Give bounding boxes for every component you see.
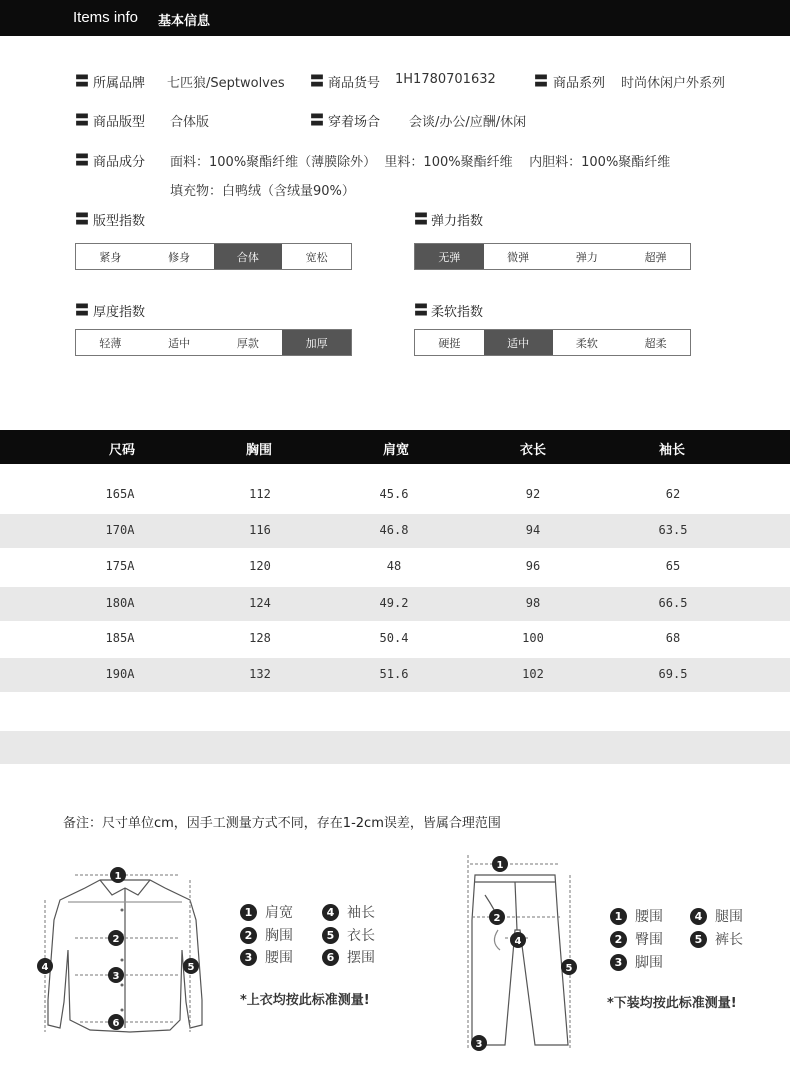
series-value: 时尚休闲户外系列 xyxy=(621,76,726,91)
pants-standard-note: *下装均按此标准测量! xyxy=(607,996,737,1011)
series-label: 商品系列 xyxy=(553,76,606,91)
col-header-size: 尺码 xyxy=(108,443,136,458)
thickness-index-option: 厚款 xyxy=(236,336,259,350)
bullet-icon: 〓 xyxy=(75,303,89,319)
table-cell: 98 xyxy=(525,596,541,610)
composition-line2: 填充物：白鸭绒（含绒量90%） xyxy=(170,184,355,199)
thickness-index-title: 厚度指数 xyxy=(93,305,146,320)
fit-index-option: 紧身 xyxy=(99,250,122,264)
bullet-icon: 〓 xyxy=(310,113,324,129)
fit-index-title: 版型指数 xyxy=(93,214,146,229)
table-cell: 45.6 xyxy=(379,487,409,501)
measurement-note: 备注：尺寸单位cm，因手工测量方式不同，存在1-2cm误差，皆属合理范围 xyxy=(63,816,501,831)
elastic-index-option: 弹力 xyxy=(575,250,598,264)
brand-value: 七匹狼/Septwolves xyxy=(167,76,285,91)
shirt-standard-note: *上衣均按此标准测量! xyxy=(240,993,370,1008)
table-cell: 49.2 xyxy=(379,596,409,610)
shirt-legend-item: 6 摆围 xyxy=(322,947,375,967)
pants-legend-item: 1 腰围 xyxy=(610,906,663,926)
table-cell: 94 xyxy=(525,523,541,537)
softness-index-option: 硬挺 xyxy=(438,336,461,350)
marker-5: 5 xyxy=(187,962,195,973)
table-cell: 50.4 xyxy=(379,631,409,645)
softness-index-option: 超柔 xyxy=(644,336,667,350)
composition-line1: 面料：100%聚酯纤维（薄膜除外） 里料：100%聚酯纤维 内胆料：100%聚酯纤维 xyxy=(170,155,671,170)
col-header-chest: 胸围 xyxy=(245,443,273,458)
table-cell: 46.8 xyxy=(379,523,409,537)
bullet-icon: 〓 xyxy=(75,74,89,90)
table-cell: 185A xyxy=(105,631,135,645)
pants-measure-diagram xyxy=(460,850,590,1055)
fit-index-option: 宽松 xyxy=(305,250,328,264)
marker-6: 6 xyxy=(112,1018,120,1029)
sku-label: 商品货号 xyxy=(328,76,381,91)
table-cell: 116 xyxy=(249,523,271,537)
table-row xyxy=(0,658,790,692)
occasion-value: 会谈/办公/应酬/休闲 xyxy=(409,115,527,130)
shirt-legend-item: 1 肩宽 xyxy=(240,902,293,922)
shirt-legend-item: 5 衣长 xyxy=(322,925,375,945)
softness-index-option: 适中 xyxy=(484,330,553,355)
table-cell: 180A xyxy=(105,596,135,610)
table-cell: 66.5 xyxy=(658,596,688,610)
pants-marker-3: 3 xyxy=(475,1039,483,1050)
pants-marker-1: 1 xyxy=(496,860,504,871)
sku-value: 1H1780701632 xyxy=(395,72,496,87)
elastic-index-option: 无弹 xyxy=(415,244,484,269)
table-cell: 96 xyxy=(525,559,541,573)
thickness-index-option: 适中 xyxy=(168,336,191,350)
softness-index-scale xyxy=(414,329,691,356)
bullet-icon: 〓 xyxy=(75,153,89,169)
header-title-en: Items info xyxy=(73,9,139,26)
pants-marker-2: 2 xyxy=(493,913,501,924)
bullet-icon: 〓 xyxy=(414,212,428,228)
fit-value: 合体版 xyxy=(170,115,210,130)
table-cell: 48 xyxy=(386,559,402,573)
elastic-index-scale xyxy=(414,243,691,270)
pants-legend-item: 3 脚围 xyxy=(610,952,663,972)
brand-label: 所属品牌 xyxy=(93,76,146,91)
bullet-icon: 〓 xyxy=(534,74,548,90)
elastic-index-option: 微弹 xyxy=(507,250,530,264)
table-row xyxy=(0,478,790,512)
marker-1: 1 xyxy=(114,871,122,882)
elastic-index-option: 超弹 xyxy=(644,250,667,264)
table-cell: 68 xyxy=(665,631,681,645)
table-cell: 165A xyxy=(105,487,135,501)
table-cell: 102 xyxy=(522,667,544,681)
bullet-icon: 〓 xyxy=(75,113,89,129)
pants-legend-item: 4 腿围 xyxy=(690,906,743,926)
pants-legend-item: 5 裤长 xyxy=(690,929,743,949)
table-cell: 175A xyxy=(105,559,135,573)
table-cell: 120 xyxy=(249,559,271,573)
table-cell: 65 xyxy=(665,559,681,573)
shirt-measure-diagram xyxy=(30,860,220,1040)
table-cell: 170A xyxy=(105,523,135,537)
marker-2: 2 xyxy=(112,934,120,945)
table-row xyxy=(0,587,790,621)
table-cell: 51.6 xyxy=(379,667,409,681)
section-header xyxy=(0,0,790,36)
elastic-index-title: 弹力指数 xyxy=(431,214,484,229)
table-row xyxy=(0,514,790,548)
softness-index-option: 柔软 xyxy=(575,336,598,350)
marker-4: 4 xyxy=(41,962,49,973)
thickness-index-option: 轻薄 xyxy=(99,336,122,350)
shirt-legend-item: 2 胸围 xyxy=(240,925,293,945)
fit-index-option: 合体 xyxy=(214,244,283,269)
table-cell: 124 xyxy=(249,596,271,610)
shirt-legend-item: 3 腰围 xyxy=(240,947,293,967)
marker-3: 3 xyxy=(112,971,120,982)
table-row-empty xyxy=(0,731,790,764)
thickness-index-option: 加厚 xyxy=(282,330,351,355)
bullet-icon: 〓 xyxy=(75,212,89,228)
pants-marker-5: 5 xyxy=(565,963,573,974)
table-row xyxy=(0,622,790,656)
col-header-sleeve: 袖长 xyxy=(658,443,686,458)
col-header-shoulder: 肩宽 xyxy=(382,443,410,458)
fit-index-option: 修身 xyxy=(168,250,191,264)
table-cell: 112 xyxy=(249,487,271,501)
table-cell: 62 xyxy=(665,487,681,501)
pants-marker-4: 4 xyxy=(514,936,522,947)
table-cell: 100 xyxy=(522,631,544,645)
table-cell: 190A xyxy=(105,667,135,681)
fit-label: 商品版型 xyxy=(93,115,146,130)
softness-index-title: 柔软指数 xyxy=(431,305,484,320)
fit-index-scale xyxy=(75,243,352,270)
table-cell: 128 xyxy=(249,631,271,645)
table-cell: 63.5 xyxy=(658,523,688,537)
thickness-index-scale xyxy=(75,329,352,356)
table-cell: 69.5 xyxy=(658,667,688,681)
table-cell: 92 xyxy=(525,487,541,501)
bullet-icon: 〓 xyxy=(310,74,324,90)
pants-legend-item: 2 臀围 xyxy=(610,929,663,949)
table-cell: 132 xyxy=(249,667,271,681)
header-title-cn: 基本信息 xyxy=(158,14,211,29)
bullet-icon: 〓 xyxy=(414,303,428,319)
composition-label: 商品成分 xyxy=(93,155,146,170)
size-table-header xyxy=(0,430,790,464)
occasion-label: 穿着场合 xyxy=(328,115,381,130)
shirt-legend-item: 4 袖长 xyxy=(322,902,375,922)
table-row xyxy=(0,550,790,584)
col-header-length: 衣长 xyxy=(519,443,547,458)
